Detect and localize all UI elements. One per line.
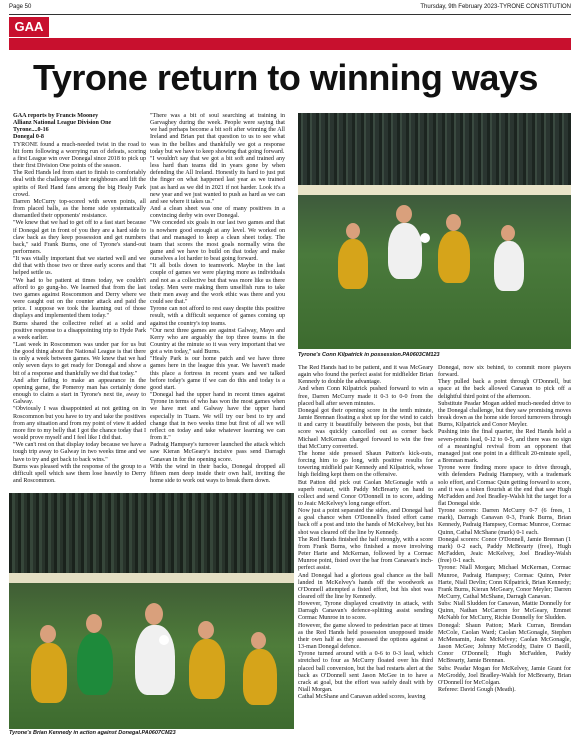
advert-hoarding	[9, 573, 294, 583]
paragraph: Donegal, now six behind, to commit more players forward.	[438, 365, 571, 379]
player-tyrone	[388, 223, 422, 279]
paragraph: Tyrone can not afford to rest easy despite this positive result, with a difficult sequence of games coming up against the country's top teams.	[150, 306, 285, 327]
advert-hoarding	[298, 185, 571, 195]
player-donegal	[338, 239, 368, 289]
photo-caption-1: Tyrone's Conn Kilpatrick in possession.PA0603CM123	[298, 352, 440, 358]
column-1-body	[13, 142, 146, 486]
player-head	[86, 614, 102, 633]
crowd-stand	[9, 493, 294, 573]
paragraph: "Donegal had the upper hand in recent times against Tyrone in terms of who has won the most games when we have met and Galway have the upper hand especially in Tuam. We will try our best to try and change that in two weeks time but first of all we will reflect on today and take whatever learning we can from it."	[150, 392, 285, 442]
paragraph: And Donegal had a glorious goal chance as the ball landed in McKelvey's hands off the woodwork as O'Donnell attempted a fisted effort, but his shot was cleared off the line by Kennedy.	[298, 572, 433, 600]
paragraph: The Red Hands had to be patient, and it was McGeary again who found the perfect assist for midfielder Brian Kennedy to double the advantage.	[298, 365, 433, 386]
column-2-body	[150, 113, 285, 485]
paragraph: "It was vitally important that we started well and we did that with those two or three early scores and that helped settle us.	[13, 256, 146, 277]
column-4-body	[438, 365, 571, 694]
player-donegal	[243, 649, 277, 705]
page-header	[9, 4, 571, 14]
paragraph: "It all boils down to teamwork. Maybe in the last couple of games we were playing more as individuals and not as a collective but that was more like us there today. Men were making them unselfish runs to take their men away and the work ethic was there and you could see that."	[150, 263, 285, 306]
player-goalkeeper	[77, 633, 113, 695]
paragraph: "We can't rest on that display today because we have a tough trip away to Galway in two weeks time and we have to try and get back to back wins."	[13, 442, 146, 463]
paragraph: "Obviously I was disappointed at not getting on in Roscommon but you have to try and take the positives from any situation and from my point of view it added more fire to my belly that I got the chance today that I would prove myself and I feel like I did that.	[13, 406, 146, 442]
player-head	[346, 223, 360, 239]
player-head	[145, 603, 163, 625]
paragraph: Tyrone: Niall Morgan; Michael McKernan, Cormac Munroe, Padraig Hampsey; Cormac Quinn, Peter Harte, Niall Devlin; Conn Kilpatrick, Brian Kennedy; Frank Burns, Kieran McGeary, Conor Meyler; Darren McCurry, Cathal McShane, Darragh Canavan.	[438, 565, 571, 600]
player-head	[251, 632, 266, 649]
player-head	[40, 625, 56, 643]
paragraph: Substitute Peadar Mogan added much-needed drive to the Donegal challenge, but they saw promising moves break down as the home side forced turnovers through Burns, Kilpatrick and Conor Meyler.	[438, 400, 571, 429]
paragraph: "Healy Park is our home patch and we have three games here in the league this year. We haven't made this place a fortress in recent years and we talked before today's game if we can do this and today is a good start.	[150, 356, 285, 391]
paragraph: Donegal scorers: Conor O'Donnell, Jamie Brennan (1 mark) 0-2 each, Paddy McBrearty (free), Hugh McFadden, Jeaic McKelvey, Joel Bradley-Walsh (free) 0-1 each.	[438, 536, 571, 565]
article-column-3	[298, 365, 433, 727]
byline-score-away: Donegal 0-8	[13, 134, 44, 141]
ball-icon	[159, 635, 169, 645]
headline: Tyrone return to winning ways	[33, 57, 538, 98]
paragraph: Now just a point separated the sides, and Donegal had a goal chance when O'Donnell's fisted effort came back off a post and into the hands of McKelvey, but his shot was cleared off the line by Kennedy.	[298, 508, 433, 536]
paragraph: The home side pressed Shaun Patton's kick-outs, forcing him to go long, with positive results for towering midfield pair Kennedy and Kilpatrick, whose high fielding kept them on the offensive.	[298, 450, 433, 479]
player-head	[446, 214, 461, 231]
paragraph: The Red Hands led from start to finish to comfortably deal with the challenge of their neighbours and lift the spirits of Red Hand fans among the big Healy Park crowd.	[13, 170, 146, 198]
page-number: Page 50	[9, 4, 32, 10]
paragraph: Subs: Niall Sludden for Canavan, Mattie Donnelly for Quinn, Nathan McCarron for McGeary, Emmet McNabb for McCurry, Richie Donnelly for Sludden.	[438, 601, 571, 622]
player-donegal	[438, 231, 470, 283]
header-divider	[9, 14, 571, 15]
ball-icon	[420, 233, 430, 243]
paragraph: However, Tyrone displayed creativity in attack, with Darragh Canavan's defence-splitting assist sending Cormac Munroe in to score.	[298, 601, 433, 622]
paragraph: Tyrone scorers: Darren McCurry 0-7 (6 frees, 1 mark), Darragh Canavan 0-3, Frank Burns, Brian Kennedy, Padraig Hampsey, Cormac Munroe, Cormac Quinn, Cathal McShane (mark) 0-1 each.	[438, 508, 571, 536]
paragraph: "Our next three games are against Galway, Mayo and Kerry who are arguably the top three teams in the Country at the minute so it was very important that we got a win today," said Burns.	[150, 327, 285, 356]
paragraph: Burns was pleased with the response of the group to a difficult spell which saw them lose heavily to Derry and Roscommon.	[13, 463, 146, 484]
paragraph: And after failing to make an appearance in the opening game, the Pomeroy man has certainly done enough to claim a start in Tyrone's next tie, away to Galway.	[13, 377, 146, 406]
paragraph: "We had to be patient at times today, we couldn't afford to go gung-ho. We learned that from the last two games against Roscommon and Derry where we were caught out on the counter attack and paid the price. I suppose we took the learning out of those displays and implemented them today."	[13, 277, 146, 320]
crowd-stand	[298, 113, 571, 185]
paragraph: Tyrone were finding more space to drive through, with defenders Padraig Hampsey, with a trademark solo effort, and Cormac Quin getting forward to score, and it was a token flourish at the end that saw Hugh McFadden and Joel Bradley-Walsh hit the target for a flat Donegal side.	[438, 465, 571, 507]
paragraph: But Patton did pick out Caolan McGonagle with a superb restart, with Paddy McBrearty on hand to collect and send Conor O'Donnell in to score, adding to Jeaic McKelvey's long range effort.	[298, 479, 433, 507]
player-head	[396, 205, 412, 223]
photo-caption-2: Tyrone's Brian Kennedy in action against Donegal.PA0607CM23	[9, 730, 176, 736]
byline-author: GAA reports by Francis Mooney	[13, 113, 99, 119]
paragraph: Burns shared the collective relief at a solid and positive response to a disappointing trip to Hyde Park a week earlier.	[13, 320, 146, 341]
byline-competition: Allianz National League Division One	[13, 120, 112, 127]
match-photo-kilpatrick	[298, 113, 571, 349]
column-3-body	[298, 365, 433, 701]
paragraph: "There was a bit of soul searching at training in Garvaghey during the week. People were saying that we had perhaps become a bit soft after winning the All Ireland and Brian put that question to us to see what was in the bellies and thankfully we got a response today but we have to keep showing that going forward.	[150, 113, 285, 155]
player-donegal	[189, 639, 225, 699]
match-photo-kennedy	[9, 493, 294, 729]
paragraph: Donegal got their opening score in the tenth minute, Jamie Brennan floating a shot up for the wind to catch it and carry it beautifully between the posts, but that score was quickly cancelled out as corner back Michael McKernan charged forward to win the free that McCurry converted.	[298, 407, 433, 450]
article-column-2	[150, 113, 285, 490]
article-column-1	[13, 113, 146, 490]
paragraph: Darren McCurry top-scored with seven points, all from placed balls, as the home side systematically dismantled their opponents' resistance.	[13, 198, 146, 220]
section-band	[9, 38, 571, 50]
paragraph: Cathal McShane and Canavan added scores, leaving	[298, 694, 426, 701]
paragraph: "I wouldn't say that we got a bit soft and trained any less hard than teams did in years gone by when defending the All Ireland. Honestly its hard to just put the finger on what happened last year as we trained just as hard as we did in 2021 if not harder. Look it's a new year and we just wanted to push as hard as we can and see where it takes us."	[150, 155, 285, 205]
paragraph: "We conceded six goals in our last two games and that is nowhere good enough at any level. We worked on that and managed to keep a clean sheet today. The team that scores the most goals normally wins the game and we have to build on that today and make ourselves a lot harder to beat going forward.	[150, 220, 285, 263]
paragraph: However, the game slowed to pedestrian pace at times as the Red Hands held possession unopposed inside their own half as they assessed the options against a 13-man Donegal defence.	[298, 622, 433, 651]
paragraph: Donegal: Shaun Patton; Mark Curran, Brendan McCole, Caolan Ward; Caolan McGonagle, Stephen McMenamin, Jeaic McKelvey; Caolan McGonagle, Jason McGee; Johnny McGroddy, Daire O Baoill, Conor O'Donnell; Hugh McFadden, Paddy McBrearty, Jamie Brennan.	[438, 622, 571, 665]
paragraph: With the wind in their backs, Donegal dropped all fifteen men deep inside their own half, inviting the home side to work out ways to break them down.	[150, 463, 285, 484]
paragraph: Tyrone turned around with a 0-6 to 0-3 lead, which stretched to four as McCurry floated over his third placed ball conversion, but the bad restarts alert at the back as O'Donnell sent Jason McGee in to have a crack at goal, but the effort was safely dealt with by Niall Morgan.	[298, 651, 433, 694]
byline-score-home: Tyrone....0-16	[13, 127, 49, 134]
player-tyrone	[135, 625, 175, 695]
paragraph: Padraig Hampsey's turnover launched the attack which saw Kieran McGeary's incisive pass send Darragh Canavan in for the opening score.	[150, 442, 285, 463]
paragraph: "We knew that we had to get off to a fast start because if Donegal get in front of you they are a hard side to claw back as they keep possession and get numbers back," said Frank Burns, one of Tyrone's stand-out performers.	[13, 220, 146, 255]
paragraph: "Last week in Roscommon was under par for us but the good thing about the National League is that there is only a week between games. We knew that we had only seven days to get ready for Donegal and show a bit of a response and thankfully we did that today."	[13, 342, 146, 377]
article-column-4	[438, 365, 571, 727]
issue-date-line: Thursday, 9th February 2023-TYRONE CONSTITUTION	[420, 4, 571, 10]
paragraph: They pulled back a point through O'Donnell, but space at the back allowed Canavan to pick off a delightful third point of the afternoon.	[438, 379, 571, 400]
paragraph: Subs: Peadar Mogan for McKelvey, Jamie Grant for McGroddy, Joel Bradley-Walsh for McBrearty, Brian O'Donnell for McColgan.	[438, 665, 571, 686]
paragraph: Pushing into the final quarter, the Red Hands held a seven-points lead, 0-12 to 0-5, and there was no sign of a meaningful revival from an opponent that managed just one point in a difficult 20-minute spell, a Brennan mark.	[438, 429, 571, 465]
player-donegal	[31, 643, 67, 703]
paragraph: And a clean sheet was one of many positives in a convincing derby win over Donegal.	[150, 206, 285, 220]
paragraph: Referee: David Gough (Meath).	[438, 687, 516, 694]
section-label: GAA	[9, 17, 49, 37]
paragraph: TYRONE found a much-needed twist in the road to hit form following a worrying run of defeats, scoring a first League win over Donegal since 2018 to pick up their first Division One points of the season.	[13, 141, 146, 170]
paragraph: And when Conn Kilpatrick pushed forward to win a free, Darren McCurry made it 0-3 to 0-0 from the placed ball after seven minutes.	[298, 386, 433, 407]
player-head	[198, 621, 214, 639]
paragraph: The Red Hands finished the half strongly, with a score from Frank Burns, who finished a move involving Peter Harte and McKernan, followed by a Cormac Munroe point, fisted over the bar from Canavan's inch-perfect assist.	[298, 536, 433, 572]
player-head	[501, 225, 515, 241]
player-tyrone	[494, 241, 524, 291]
